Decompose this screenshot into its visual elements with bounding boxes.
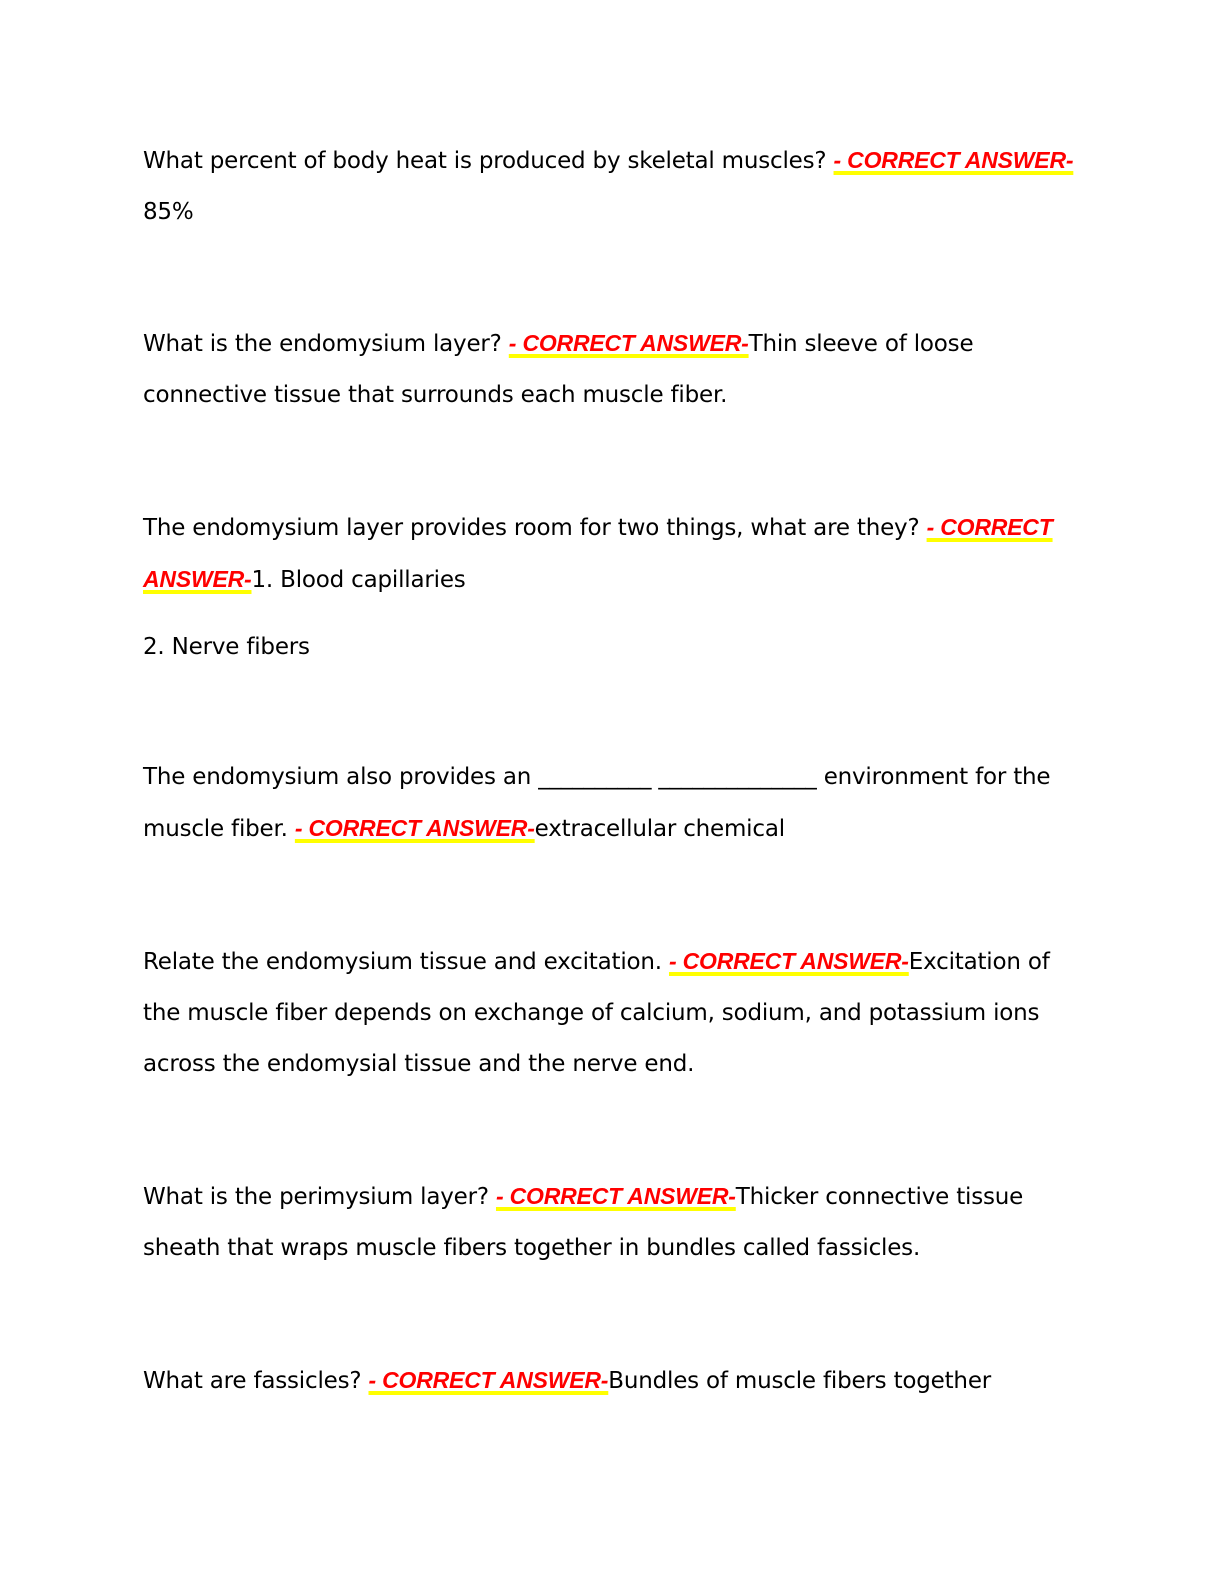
answer-text: Excitation of the muscle fiber depends on exchange of calcium, sodium, and potassium ions across the endomysial tissue and the nerve end. [143, 949, 1050, 1077]
qa-item [143, 1355, 1083, 1407]
question-text: What is the endomysium layer? [143, 331, 509, 357]
qa-paragraph [143, 936, 1083, 1090]
qa-item [143, 135, 1083, 238]
qa-paragraph [143, 1355, 1083, 1407]
correct-answer-marker: - CORRECT ANSWER- [294, 815, 535, 841]
qa-paragraph [143, 752, 1083, 855]
correct-answer-marker: - CORRECT ANSWER- [508, 330, 749, 356]
qa-item [143, 1171, 1083, 1274]
question-text: The endomysium layer provides room for two things, what are they? [143, 515, 927, 541]
qa-paragraph [143, 1171, 1083, 1274]
answer-text: Thicker connective tissue sheath that wraps muscle fibers together in bundles called fassicles. [143, 1184, 1024, 1261]
correct-answer-marker: - CORRECT ANSWER- [833, 147, 1074, 173]
qa-item [143, 502, 1083, 673]
qa-paragraph [143, 318, 1083, 421]
correct-answer-marker: - CORRECT ANSWER- [368, 1367, 609, 1393]
answer-text: Bundles of muscle fibers together [608, 1368, 992, 1394]
qa-paragraph [143, 502, 1083, 606]
correct-answer-marker: - CORRECT ANSWER- [143, 514, 1053, 592]
answer-text: 85% [143, 199, 194, 225]
answer-text: 1. Blood capillaries [251, 567, 466, 593]
qa-paragraph [143, 135, 1083, 238]
correct-answer-marker: - CORRECT ANSWER- [495, 1183, 736, 1209]
correct-answer-marker: - CORRECT ANSWER- [668, 948, 909, 974]
question-text: What is the perimysium layer? [143, 1184, 496, 1210]
question-text: What percent of body heat is produced by skeletal muscles? [143, 148, 834, 174]
qa-item [143, 318, 1083, 421]
answer-text: Thin sleeve of loose connective tissue that surrounds each muscle fiber. [143, 331, 974, 408]
qa-item [143, 752, 1083, 855]
question-text: Relate the endomysium tissue and excitation. [143, 949, 669, 975]
answer-extra-line: 2. Nerve fibers [143, 634, 310, 660]
question-text: What are fassicles? [143, 1368, 369, 1394]
answer-text: extracellular chemical [534, 816, 785, 842]
qa-item [143, 936, 1083, 1090]
question-text: The endomysium also provides an __________ ______________ environment for the muscle fiber. [143, 764, 1051, 842]
